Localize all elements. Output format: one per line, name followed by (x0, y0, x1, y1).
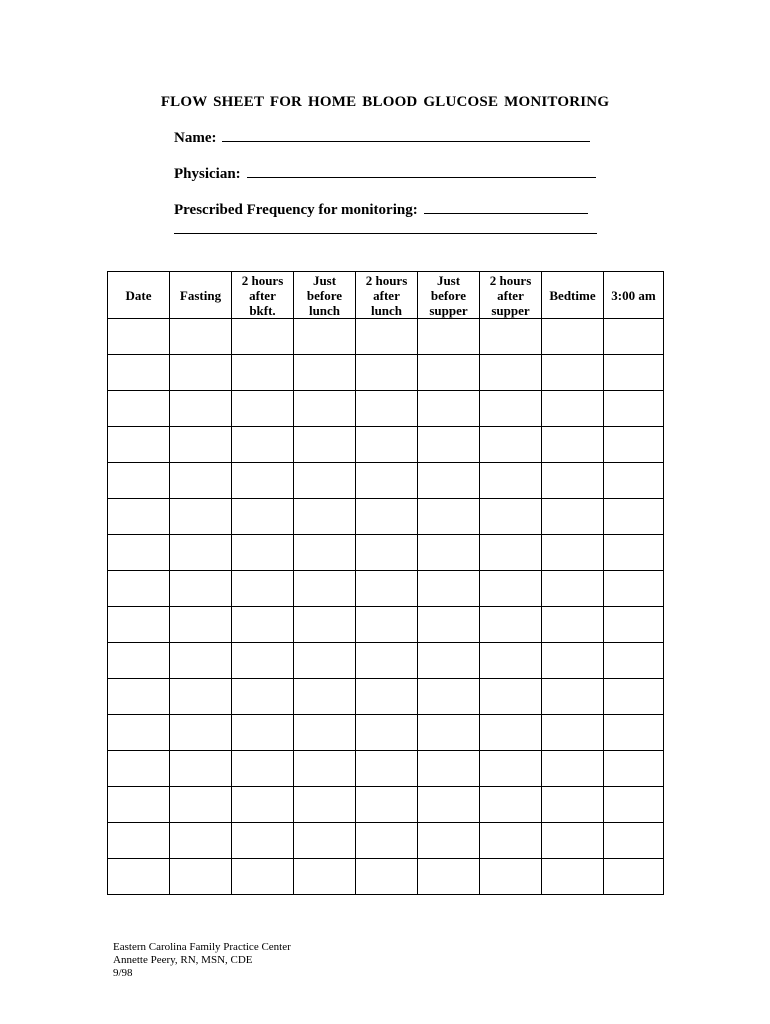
table-cell[interactable] (108, 463, 170, 499)
table-cell[interactable] (170, 787, 232, 823)
table-cell[interactable] (418, 319, 480, 355)
table-cell[interactable] (604, 427, 664, 463)
table-cell[interactable] (294, 391, 356, 427)
table-cell[interactable] (604, 391, 664, 427)
column-header-before-lunch: Just before lunch (294, 272, 356, 319)
table-cell[interactable] (542, 643, 604, 679)
table-cell[interactable] (356, 643, 418, 679)
table-cell[interactable] (542, 427, 604, 463)
table-cell[interactable] (418, 823, 480, 859)
table-cell[interactable] (170, 391, 232, 427)
table-cell[interactable] (294, 607, 356, 643)
table-cell[interactable] (418, 571, 480, 607)
table-cell[interactable] (170, 319, 232, 355)
table-cell[interactable] (356, 823, 418, 859)
table-cell[interactable] (542, 715, 604, 751)
table-cell[interactable] (294, 427, 356, 463)
table-cell[interactable] (542, 679, 604, 715)
table-cell[interactable] (232, 571, 294, 607)
table-cell[interactable] (480, 823, 542, 859)
table-cell[interactable] (542, 607, 604, 643)
table-cell[interactable] (356, 499, 418, 535)
table-row (108, 751, 664, 787)
table-cell[interactable] (604, 643, 664, 679)
table-cell[interactable] (480, 643, 542, 679)
table-cell[interactable] (480, 571, 542, 607)
physician-label: Physician: (174, 166, 241, 182)
table-cell[interactable] (604, 859, 664, 895)
column-header-date: Date (108, 272, 170, 319)
table-cell[interactable] (418, 607, 480, 643)
table-cell[interactable] (356, 715, 418, 751)
footer-date: 9/98 (113, 967, 133, 979)
table-cell[interactable] (294, 355, 356, 391)
table-cell[interactable] (604, 679, 664, 715)
table-cell[interactable] (108, 643, 170, 679)
table-cell[interactable] (356, 391, 418, 427)
table-cell[interactable] (232, 859, 294, 895)
table-cell[interactable] (604, 823, 664, 859)
table-cell[interactable] (170, 499, 232, 535)
table-cell[interactable] (170, 427, 232, 463)
table-cell[interactable] (480, 427, 542, 463)
table-cell[interactable] (232, 751, 294, 787)
column-header-3am: 3:00 am (604, 272, 664, 319)
table-cell[interactable] (480, 319, 542, 355)
table-cell[interactable] (418, 715, 480, 751)
table-header-row (108, 272, 664, 319)
table-cell[interactable] (170, 823, 232, 859)
table-cell[interactable] (542, 859, 604, 895)
table-cell[interactable] (108, 427, 170, 463)
column-header-bedtime: Bedtime (542, 272, 604, 319)
column-header-2h-after-lunch: 2 hours after lunch (356, 272, 418, 319)
name-input-line[interactable] (222, 140, 590, 142)
table-cell[interactable] (232, 679, 294, 715)
table-cell[interactable] (108, 571, 170, 607)
table-row (108, 427, 664, 463)
table-cell[interactable] (356, 859, 418, 895)
table-cell[interactable] (356, 463, 418, 499)
table-cell[interactable] (604, 499, 664, 535)
table-row (108, 535, 664, 571)
table-row (108, 319, 664, 355)
table-cell[interactable] (542, 319, 604, 355)
table-cell[interactable] (232, 823, 294, 859)
table-cell[interactable] (480, 391, 542, 427)
table-cell[interactable] (108, 319, 170, 355)
table-cell[interactable] (542, 571, 604, 607)
table-cell[interactable] (356, 319, 418, 355)
name-label: Name: (174, 130, 217, 146)
table-cell[interactable] (232, 535, 294, 571)
table-cell[interactable] (418, 679, 480, 715)
table-cell[interactable] (418, 535, 480, 571)
table-cell[interactable] (418, 463, 480, 499)
table-cell[interactable] (480, 463, 542, 499)
table-cell[interactable] (418, 499, 480, 535)
table-cell[interactable] (170, 355, 232, 391)
physician-field (174, 166, 596, 183)
table-row (108, 823, 664, 859)
table-cell[interactable] (604, 535, 664, 571)
table-row (108, 463, 664, 499)
table-cell[interactable] (418, 355, 480, 391)
table-cell[interactable] (108, 751, 170, 787)
table-cell[interactable] (604, 319, 664, 355)
table-cell[interactable] (294, 499, 356, 535)
table-cell[interactable] (232, 391, 294, 427)
table-cell[interactable] (294, 787, 356, 823)
table-cell[interactable] (170, 643, 232, 679)
table-cell[interactable] (356, 535, 418, 571)
table-cell[interactable] (108, 823, 170, 859)
frequency-continuation-line[interactable] (174, 233, 597, 234)
table-cell[interactable] (294, 751, 356, 787)
table-cell[interactable] (480, 787, 542, 823)
table-cell[interactable] (604, 715, 664, 751)
table-row (108, 391, 664, 427)
column-header-fasting: Fasting (170, 272, 232, 319)
table-cell[interactable] (418, 643, 480, 679)
table-cell[interactable] (604, 571, 664, 607)
table-cell[interactable] (542, 355, 604, 391)
table-cell[interactable] (480, 535, 542, 571)
table-cell[interactable] (480, 859, 542, 895)
column-header-2h-after-supper: 2 hours after supper (480, 272, 542, 319)
table-cell[interactable] (294, 571, 356, 607)
table-row (108, 679, 664, 715)
table-cell[interactable] (480, 499, 542, 535)
table-cell[interactable] (542, 823, 604, 859)
table-cell[interactable] (108, 355, 170, 391)
table-cell[interactable] (542, 499, 604, 535)
table-row (108, 499, 664, 535)
table-row (108, 571, 664, 607)
table-cell[interactable] (480, 607, 542, 643)
table-cell[interactable] (232, 715, 294, 751)
table-cell[interactable] (232, 427, 294, 463)
table-cell[interactable] (170, 751, 232, 787)
table-cell[interactable] (108, 535, 170, 571)
table-cell[interactable] (418, 787, 480, 823)
table-cell[interactable] (232, 463, 294, 499)
table-cell[interactable] (294, 859, 356, 895)
table-cell[interactable] (604, 751, 664, 787)
table-cell[interactable] (108, 391, 170, 427)
table-cell[interactable] (170, 607, 232, 643)
footer (113, 941, 291, 980)
table-cell[interactable] (108, 787, 170, 823)
table-cell[interactable] (418, 427, 480, 463)
table-cell[interactable] (604, 607, 664, 643)
table-cell[interactable] (356, 607, 418, 643)
table-row (108, 643, 664, 679)
table-cell[interactable] (542, 391, 604, 427)
table-cell[interactable] (170, 859, 232, 895)
table-cell[interactable] (418, 859, 480, 895)
table-cell[interactable] (294, 679, 356, 715)
table-cell[interactable] (170, 463, 232, 499)
table-cell[interactable] (108, 859, 170, 895)
table-cell[interactable] (356, 679, 418, 715)
table-row (108, 859, 664, 895)
table-row (108, 607, 664, 643)
table-cell[interactable] (232, 787, 294, 823)
table-cell[interactable] (232, 607, 294, 643)
table-cell[interactable] (232, 643, 294, 679)
table-cell[interactable] (418, 391, 480, 427)
table-cell[interactable] (604, 787, 664, 823)
frequency-label: Prescribed Frequency for monitoring: (174, 202, 418, 218)
table-cell[interactable] (480, 355, 542, 391)
table-cell[interactable] (480, 751, 542, 787)
table-cell[interactable] (356, 751, 418, 787)
table-row (108, 787, 664, 823)
table-cell[interactable] (480, 715, 542, 751)
name-field (174, 130, 590, 147)
table-cell[interactable] (542, 535, 604, 571)
table-cell[interactable] (108, 607, 170, 643)
table-row (108, 355, 664, 391)
table-cell[interactable] (294, 319, 356, 355)
table-cell[interactable] (108, 499, 170, 535)
table-cell[interactable] (542, 751, 604, 787)
table-cell[interactable] (232, 319, 294, 355)
footer-organization: Eastern Carolina Family Practice Center (113, 941, 291, 953)
table-cell[interactable] (356, 787, 418, 823)
table-cell[interactable] (356, 571, 418, 607)
table-cell[interactable] (294, 823, 356, 859)
table-cell[interactable] (294, 715, 356, 751)
table-cell[interactable] (108, 679, 170, 715)
frequency-field (174, 202, 588, 219)
table-cell[interactable] (232, 355, 294, 391)
frequency-input-line[interactable] (424, 212, 588, 214)
table-cell[interactable] (170, 571, 232, 607)
table-cell[interactable] (604, 355, 664, 391)
table-cell[interactable] (356, 427, 418, 463)
table-cell[interactable] (356, 355, 418, 391)
page-title: FLOW SHEET FOR HOME BLOOD GLUCOSE MONITORING (160, 94, 610, 110)
table-cell[interactable] (170, 535, 232, 571)
table-row (108, 715, 664, 751)
table-cell[interactable] (480, 679, 542, 715)
table-cell[interactable] (418, 751, 480, 787)
table-cell[interactable] (232, 499, 294, 535)
glucose-log-table (107, 271, 664, 895)
table-cell[interactable] (170, 679, 232, 715)
table-cell[interactable] (604, 463, 664, 499)
column-header-2h-after-breakfast: 2 hours after bkft. (232, 272, 294, 319)
footer-author: Annette Peery, RN, MSN, CDE (113, 954, 253, 966)
table-cell[interactable] (170, 715, 232, 751)
table-cell[interactable] (542, 787, 604, 823)
physician-input-line[interactable] (247, 176, 596, 178)
column-header-before-supper: Just before supper (418, 272, 480, 319)
table-cell[interactable] (294, 463, 356, 499)
table-cell[interactable] (294, 535, 356, 571)
table-cell[interactable] (542, 463, 604, 499)
table-cell[interactable] (108, 715, 170, 751)
table-cell[interactable] (294, 643, 356, 679)
